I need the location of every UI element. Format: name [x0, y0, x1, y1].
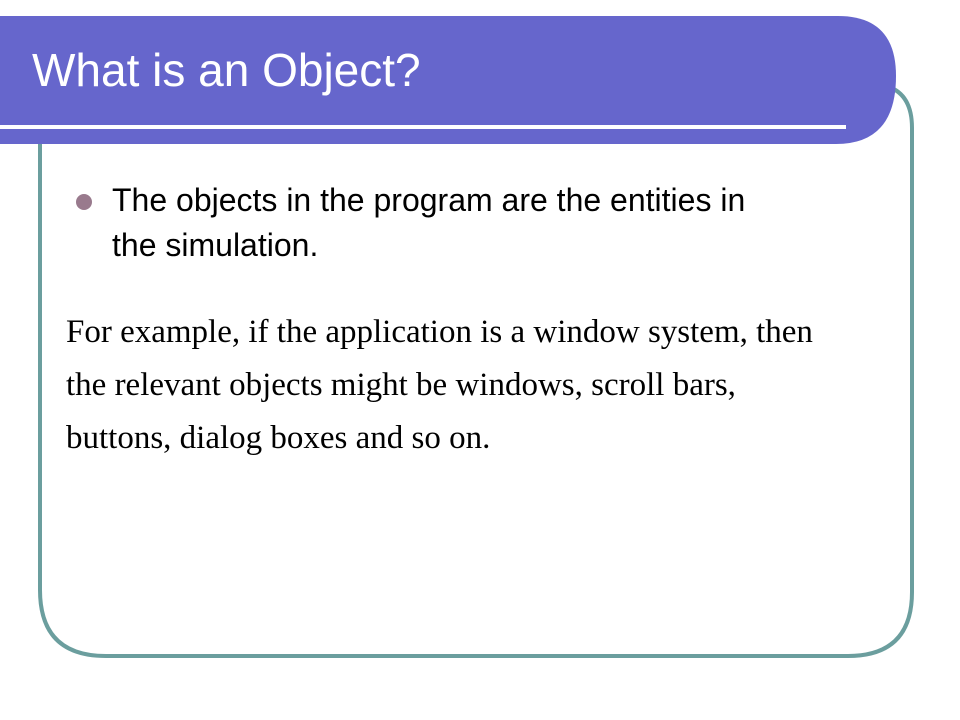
- slide-title: What is an Object?: [32, 44, 421, 96]
- title-underline: [0, 125, 846, 129]
- bullet-list: [76, 178, 796, 268]
- bullet-text: The objects in the program are the entities in the simulation.: [112, 182, 746, 263]
- bullet-item: [76, 178, 796, 268]
- example-paragraph: For example, if the application is a window system, then the relevant objects might be windows, scroll bars, buttons, dialog boxes and so on.: [66, 314, 813, 456]
- bullet-dot-icon: [76, 194, 92, 210]
